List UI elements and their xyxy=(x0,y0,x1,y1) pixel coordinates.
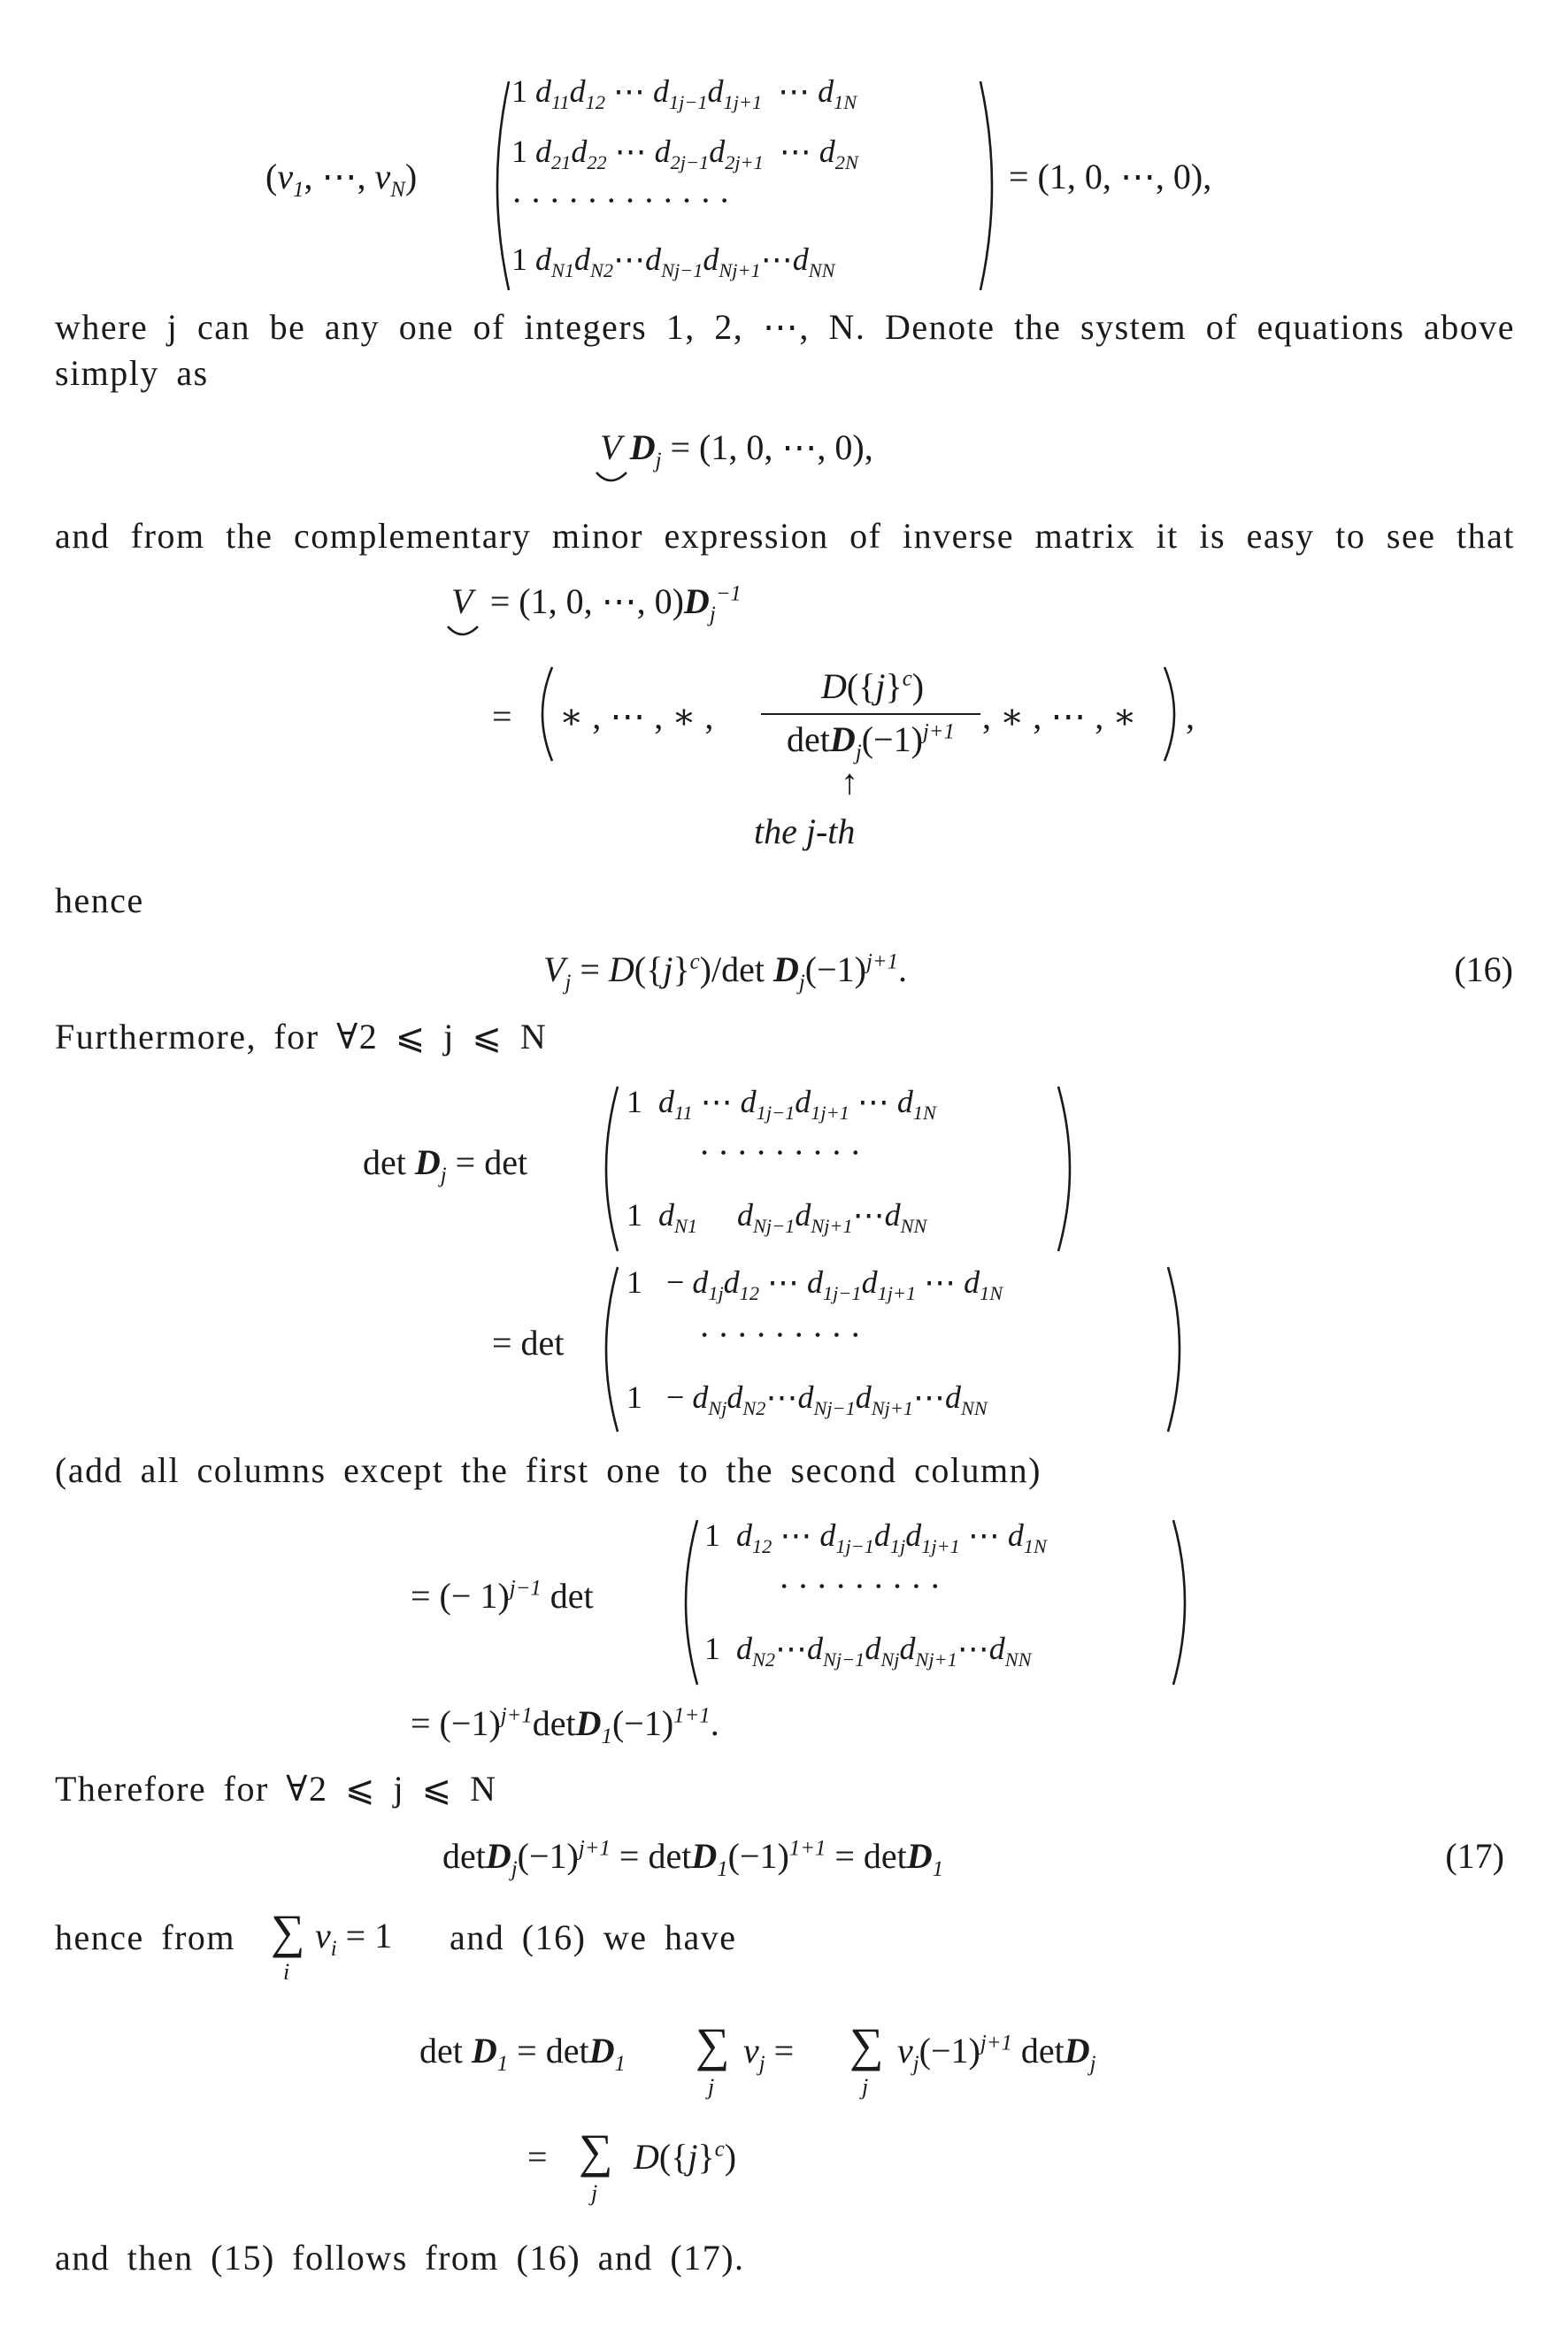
det-step-lhs: = (− 1)$^{j-1}$ det xyxy=(411,1576,594,1616)
paragraph: hence xyxy=(55,880,144,920)
sum-symbol: ∑ xyxy=(579,2124,613,2178)
paragraph: Therefore for ∀2 ⩽ j ⩽ N xyxy=(55,1769,497,1809)
equation-v-inverse: V = (1, 0, ⋯, $0)D_j^{-1}$ xyxy=(451,581,742,626)
matrix-row: 1 $d_{21}d_{22}$ ⋯ $d_{2j-1}d_{2j+1}$ ⋯ $d_{2N}$ xyxy=(511,134,858,174)
right-paren-shape xyxy=(1166,1518,1202,1686)
sum-body: $v_j(-1)^{j+1}$ detD$_j$ xyxy=(897,2031,1096,2076)
matrix-row: $1 - d_{1j}d_{12}$ ⋯ $d_{1j-1}d_{1j+1}$ ⋯ $d_{1N}$ xyxy=(626,1264,1003,1305)
equation-16: $V_j = D(\{j\}^c)/\det$ $D_j(-1)^{j+1}$. xyxy=(543,949,907,995)
matrix-row-dots: ⋅ ⋅ ⋅ ⋅ ⋅ ⋅ ⋅ ⋅ ⋅ xyxy=(699,1318,861,1353)
fraction-numerator: $D(\{j\}^c)$ xyxy=(820,666,925,706)
sum-index: i xyxy=(283,1959,290,1985)
fraction-denominator: $\det D_j(-1)^{j+1}$ xyxy=(787,719,955,764)
paragraph: and then (15) follows from (16) and (17). xyxy=(55,2238,745,2278)
comma: , xyxy=(1186,696,1195,736)
matrix-row: 1 $d_{N2}\cdots d_{Nj-1}d_{Nj}d_{Nj+1}\cdots d_{NN}$ xyxy=(704,1631,1032,1671)
matrix-row: 1 $d_{11}$ ⋯ $d_{1j-1}d_{1j+1}$ ⋯ $d_{1N}$ xyxy=(626,1084,936,1125)
annotation-label: the j-th xyxy=(754,811,856,851)
undertilde-shape xyxy=(595,469,630,487)
matrix-row-dots: ⋅ ⋅ ⋅ ⋅ ⋅ ⋅ ⋅ ⋅ ⋅ xyxy=(699,1135,861,1171)
undertilde-shape xyxy=(446,623,481,641)
sum-symbol: ∑ xyxy=(696,2018,730,2071)
vector-v: ($v_1$, ⋯, $v_N$) xyxy=(265,157,418,202)
matrix-row: $1 - d_{Nj}d_{N2}\cdots d_{Nj-1}d_{Nj+1}\cdots d_{NN}$ xyxy=(626,1379,988,1420)
component-list: ∗ , ⋯ , ∗ , xyxy=(559,696,714,736)
matrix-row: 1 $d_{11}d_{12}$ ⋯ $d_{1j-1}d_{1j+1}$ ⋯ $d_{1N}$ xyxy=(511,73,857,114)
matrix-row: 1 $d_{12}$ ⋯ $d_{1j-1}d_{1j}d_{1j+1}$ ⋯ $d_{1N}$ xyxy=(704,1517,1047,1558)
equation-number: (17) xyxy=(1445,1836,1504,1876)
right-paren-shape xyxy=(1161,1265,1196,1433)
sum-body: $v_i = 1$ xyxy=(315,1916,393,1961)
matrix-row-dots: ⋅ ⋅ ⋅ ⋅ ⋅ ⋅ ⋅ ⋅ ⋅ ⋅ ⋅ ⋅ xyxy=(511,183,730,219)
left-paren-shape xyxy=(591,1265,626,1433)
paragraph: Furthermore, for ∀2 ⩽ j ⩽ N xyxy=(55,1017,548,1056)
matrix-row: 1 $d_{N1}$ $d_{Nj-1}d_{Nj+1}\cdots d_{NN}$ xyxy=(626,1197,927,1238)
sum-symbol: ∑ xyxy=(849,2018,884,2071)
equals-sign: = xyxy=(492,696,512,736)
right-paren-shape xyxy=(1159,665,1186,763)
result-vector: = (1, 0, ⋯, 0), xyxy=(1009,157,1212,196)
paragraph: where j can be any one of integers 1, 2, ⋯, N. Denote the system of equations above simply as xyxy=(55,307,1515,393)
det-dj-lhs: $\det D_j = \det$ xyxy=(363,1142,528,1187)
right-paren-shape xyxy=(973,80,1009,292)
right-paren-shape xyxy=(1051,1085,1087,1253)
equation-number: (16) xyxy=(1454,949,1513,989)
component-list: , ∗ , ⋯ , ∗ xyxy=(982,696,1137,736)
matrix-row-dots: ⋅ ⋅ ⋅ ⋅ ⋅ ⋅ ⋅ ⋅ ⋅ xyxy=(779,1569,941,1604)
left-paren-shape xyxy=(591,1085,626,1253)
sum-symbol: ∑ xyxy=(271,1905,305,1958)
sum-index: j xyxy=(708,2074,715,2100)
det-step-result: = $(-1)^{j+1}\det D_1(-1)^{1+1}$. xyxy=(411,1703,719,1748)
paragraph-suffix: and (16) we have xyxy=(450,1917,737,1957)
equals-sign: = xyxy=(527,2137,548,2177)
sum-index: j xyxy=(862,2074,869,2100)
fraction-bar xyxy=(761,713,980,715)
paragraph-prefix: hence from xyxy=(55,1917,236,1957)
equation-vdj: V $D_j = (1$, 0, ⋯, 0), xyxy=(600,427,873,473)
paragraph: (add all columns except the first one to the second column) xyxy=(55,1450,1041,1490)
sum-body: $v_j$ = xyxy=(743,2031,795,2076)
det-step-lhs: = det xyxy=(492,1323,565,1363)
sum-body: $D(\{j\}^c)$ xyxy=(634,2137,737,2177)
sum-index: j xyxy=(591,2180,598,2206)
left-paren-shape xyxy=(671,1518,706,1686)
left-paren-shape xyxy=(531,665,557,763)
paragraph: and from the complementary minor expression of inverse matrix it is easy to see that xyxy=(55,516,1515,556)
matrix-row: 1 $d_{N1}d_{N2}\cdots d_{Nj-1}d_{Nj+1}\cdots d_{NN}$ xyxy=(511,242,835,282)
equation-17: $\det D_j(-1)^{j+1} = \det D_1(-1)^{1+1} = \det D_1$ xyxy=(442,1836,944,1881)
pointer-arrow: ↑ xyxy=(841,762,858,802)
det-d1-lhs: $\det D_1 = \det D_1$ xyxy=(419,2031,626,2076)
